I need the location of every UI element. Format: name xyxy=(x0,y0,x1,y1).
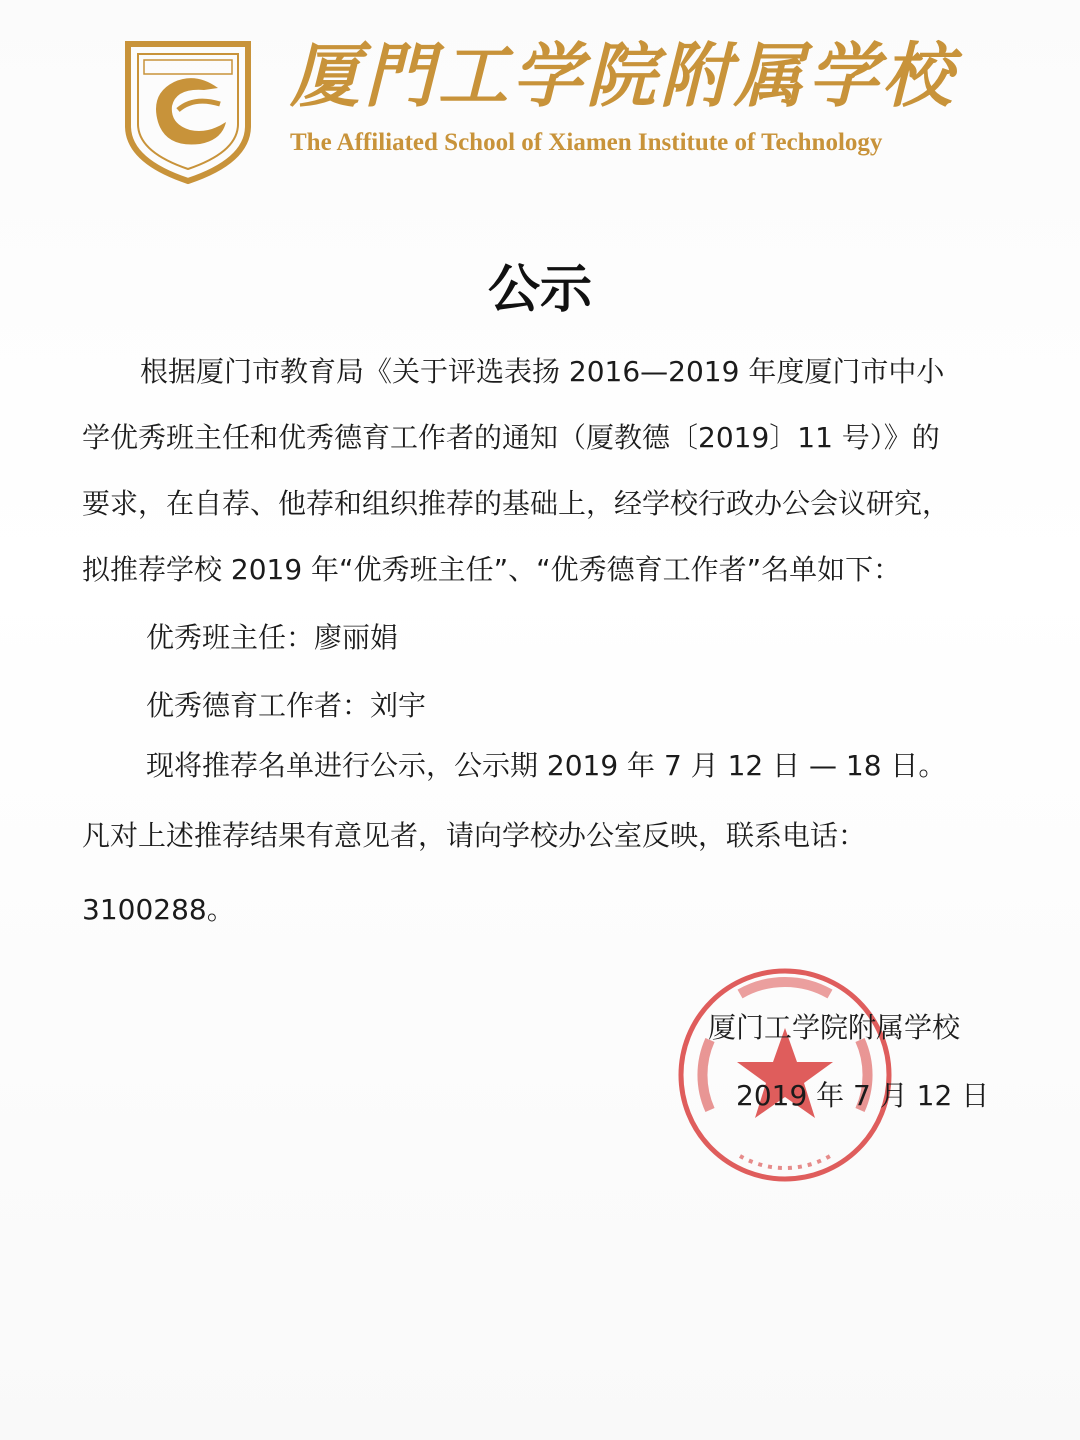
body-line-1: 根据厦门市教育局《关于评选表扬 2016—2019 年度厦门市中小 xyxy=(140,355,945,388)
award-moral-educator: 优秀德育工作者：刘宇 xyxy=(146,689,427,722)
body-line-3: 要求，在自荐、他荐和组织推荐的基础上，经学校行政办公会议研究， xyxy=(82,487,951,520)
school-emblem-icon xyxy=(108,26,268,186)
official-seal-icon xyxy=(670,960,900,1190)
signature-org: 厦门工学院附属学校 xyxy=(708,1011,961,1044)
body-line-2: 学优秀班主任和优秀德育工作者的通知（厦教德〔2019〕11 号）》的 xyxy=(82,421,940,454)
contact-phone: 3100288。 xyxy=(82,893,235,926)
body-line-4: 拟推荐学校 2019 年“优秀班主任”、“优秀德育工作者”名单如下： xyxy=(82,553,902,586)
feedback-line: 凡对上述推荐结果有意见者，请向学校办公室反映，联系电话： xyxy=(82,819,867,852)
school-name-en: The Affiliated School of Xiamen Institute of Technology xyxy=(290,129,883,156)
signature-date: 2019 年 7 月 12 日 xyxy=(736,1079,990,1112)
publicity-period: 现将推荐名单进行公示，公示期 2019 年 7 月 12 日 — 18 日。 xyxy=(146,749,947,782)
school-name-cn: 厦門工学院附属学校 xyxy=(290,34,956,117)
notice-title: 公示 xyxy=(487,260,592,320)
award-head-teacher: 优秀班主任：廖丽娟 xyxy=(146,621,399,654)
